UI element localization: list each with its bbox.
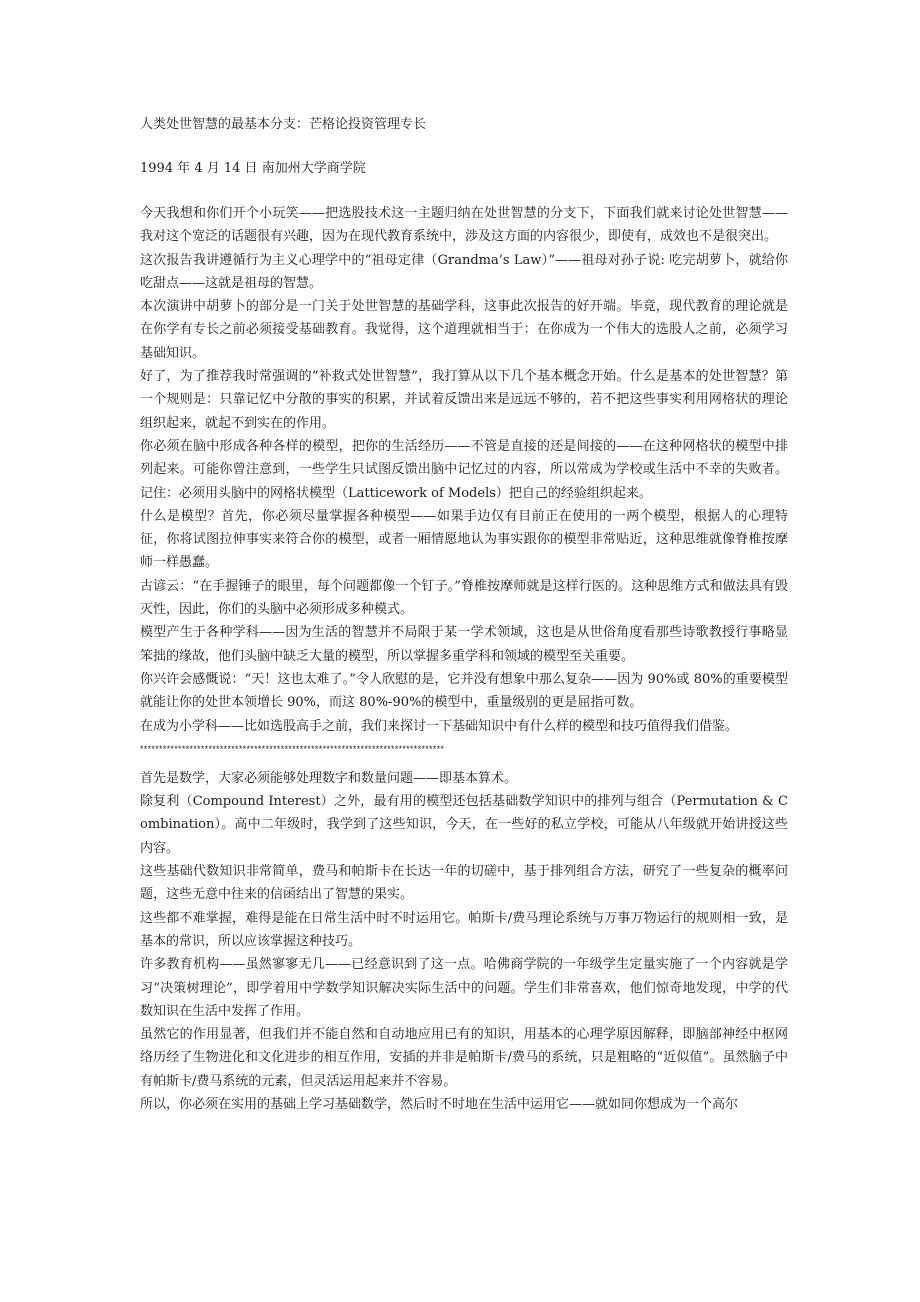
paragraph: 首先是数学，大家必须能够处理数字和数量问题——即基本算术。 <box>140 770 518 786</box>
paragraph: 虽然它的作用显著，但我们并不能自然和自动地应用已有的知识，用基本的心理学原因解释，即脑部神经中枢网络历经了生物进化和文化进步的相互作用，安插的并非是帕斯卡/费马的系统，只是粗略的“近似值”。虽然脑子中有帕斯卡/费马系统的元素，但灵活运用起来并不容易。 <box>140 1027 788 1089</box>
paragraph: 这些基础代数知识非常简单，费马和帕斯卡在长达一年的切磋中，基于排列组合方法，研究了一些复杂的概率问题，这些无意中往来的信函结出了智慧的果实。 <box>140 864 788 903</box>
paragraph: 你兴许会感慨说：“天！这也太难了。”令人欣慰的是，它并没有想象中那么复杂——因为 90%或 80%的重要模型就能让你的处世本领增长 90%，而这 80%-90%的模型中，重量级别的更是屈指可数。 <box>140 671 788 711</box>
paragraph: 所以，你必须在实用的基础上学习基础数学，然后时不时地在生活中运用它——就如同你想成为一个高尔 <box>140 1096 739 1112</box>
paragraph: 模型产生于各种学科——因为生活的智慧并不局限于某一学术领域，这也是从世俗角度看那些诗歌教授行事略显笨拙的缘故，他们头脑中缺乏大量的模型，所以掌握多重学科和领域的模型至关重要。 <box>140 625 788 664</box>
document-body <box>140 202 788 1116</box>
paragraph: 除复利（Compound Interest）之外，最有用的模型还包括基础数学知识中的排列与组合（Permutation & Combination）。高中二年级时，我学到了这些知识，今天，在一些好的私立学校，可能从八年级就开始讲授这些内容。 <box>140 794 788 856</box>
date-line: 1994 年 4 月 14 日 南加州大学商学院 <box>140 161 366 176</box>
document-page <box>140 113 788 1116</box>
paragraph: 这些都不难掌握，难得是能在日常生活中时不时运用它。帕斯卡/费马理论系统与万事万物运行的规则相一致，是基本的常识，所以应该掌握这种技巧。 <box>140 910 788 949</box>
document-title: 人类处世智慧的最基本分支：芒格论投资管理专长 <box>140 117 427 132</box>
paragraph: 好了，为了推荐我时常强调的“补救式处世智慧”，我打算从以下几个基本概念开始。什么是基本的处世智慧？第一个规则是：只靠记忆中分散的事实的积累，并试着反馈出来是远远不够的，若不把这些事实利用网格状的理论组织起来，就起不到实在的作用。 <box>140 369 788 431</box>
paragraph: 你必须在脑中形成各种各样的模型，把你的生活经历——不管是直接的还是间接的——在这种网格状的模型中排列起来。可能你曾注意到，一些学生只试图反馈出脑中记忆过的内容，所以常成为学校或生活中不幸的失败者。记住：必须用头脑中的网格状模型（Latticework of Models）把自己的经验组织起来。 <box>140 438 788 501</box>
paragraph: 这次报告我讲遵循行为主义心理学中的“祖母定律（Grandma’s Law）”——祖母对孙子说: 吃完胡萝卜，就给你吃甜点——这就是祖母的智慧。 <box>140 252 788 291</box>
paragraph: 许多教育机构——虽然寥寥无几——已经意识到了这一点。哈佛商学院的一年级学生定量实施了一个内容就是学习“决策树理论”，即学着用中学数学知识解决实际生活中的问题。学生们非常喜欢，他们惊奇地发现，中学的代数知识在生活中发挥了作用。 <box>140 957 788 1019</box>
paragraph: 什么是模型？首先，你必须尽量掌握各种模型——如果手边仅有目前正在使用的一两个模型，根据人的心理特征，你将试图拉伸事实来符合你的模型，或者一厢情愿地认为事实跟你的模型非常贴近，这种思维就像脊椎按摩师一样愚蠢。 <box>140 508 788 571</box>
paragraph: 古谚云：“在手握锤子的眼里，每个问题都像一个钉子。”脊椎按摩师就是这样行医的。这种思维方式和做法具有毁灭性，因此，你们的头脑中必须形成多种模式。 <box>140 578 788 618</box>
paragraph: 在成为小学科——比如选股高手之前，我们来探讨一下基础知识中有什么样的模型和技巧值得我们借鉴。 <box>140 718 739 734</box>
paragraph: 本次演讲中胡萝卜的部分是一门关于处世智慧的基础学科，这事此次报告的好开端。毕竟，现代教育的理论就是在你学有专长之前必须接受基础教育。我觉得，这个道理就相当于：在你成为一个伟大的选股人之前，必须学习基础知识。 <box>140 299 788 361</box>
paragraph: 今天我想和你们开个小玩笑——把选股技术这一主题归纳在处世智慧的分支下，下面我们就来讨论处世智慧——我对这个宽泛的话题很有兴趣，因为在现代教育系统中，涉及这方面的内容很少，即使有，成效也不是很突出。 <box>140 206 788 245</box>
section-separator: ******************************************************************************** <box>140 743 445 754</box>
